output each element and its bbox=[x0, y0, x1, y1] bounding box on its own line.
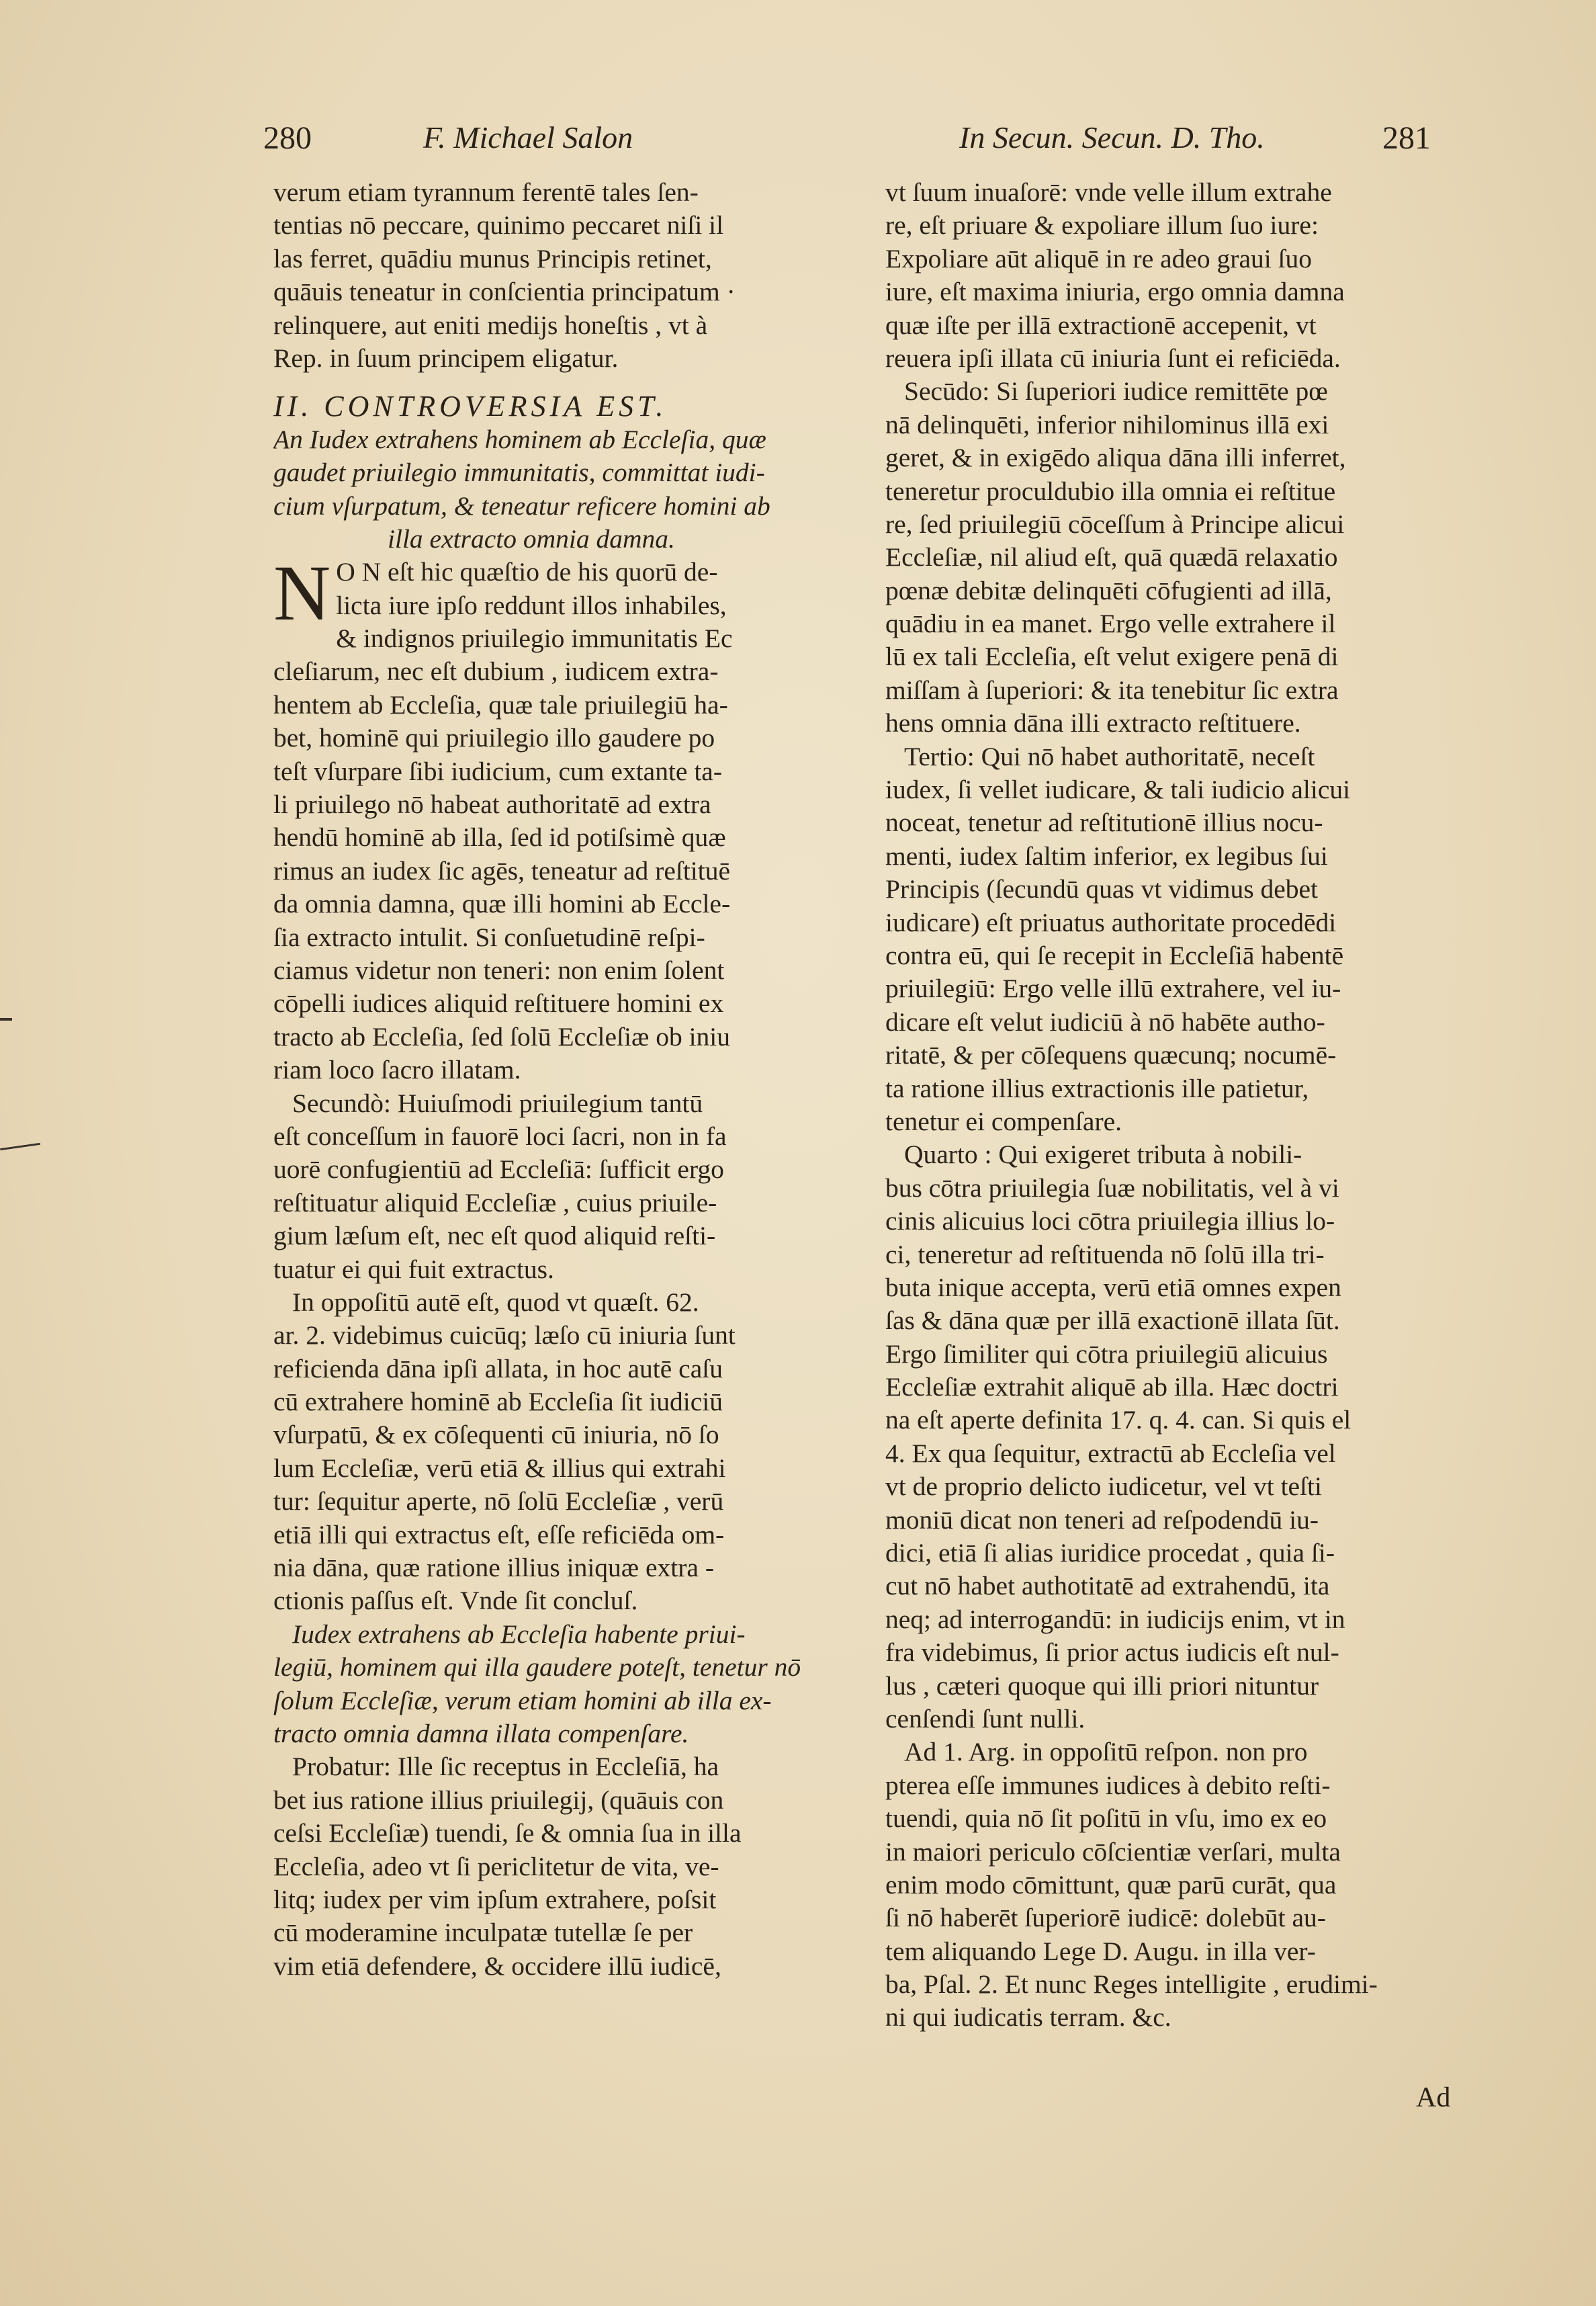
text-line: lus , cæteri quoque qui illi priori nituntur bbox=[885, 1670, 1319, 1701]
text-line: bet, hominē qui priuilegio illo gaudere po bbox=[273, 723, 715, 753]
text-line: O N eſt hic quæſtio de his quorū de- bbox=[336, 557, 718, 587]
text-line: pterea eſſe immunes iudices à debito reſti- bbox=[885, 1770, 1331, 1800]
text-line: iudicare) eſt priuatus authoritate procedēdi bbox=[885, 907, 1337, 937]
text-line: & indignos priuilegio immunitatis Ec bbox=[336, 624, 733, 654]
text-line: iure, eſt maxima iniuria, ergo omnia damna bbox=[885, 277, 1345, 307]
text-line: in maiori periculo cōſcientiæ verſari, multa bbox=[885, 1836, 1341, 1867]
text-line: tentias nō peccare, quinimo peccaret niſi il bbox=[273, 210, 724, 241]
text-line: cleſiarum, nec eſt dubium , iudicem extra- bbox=[273, 656, 719, 687]
text-line: hentem ab Eccleſia, quæ tale priuilegiū ha- bbox=[273, 689, 728, 720]
drop-cap-paragraph bbox=[273, 549, 846, 638]
italic-line: tracto omnia damna illata compenſare. bbox=[273, 1718, 689, 1748]
text-line: quāuis teneatur in conſcientia principatum · bbox=[273, 277, 736, 307]
text-line: Tertio: Qui nō habet authoritatē, neceſt bbox=[904, 741, 1315, 771]
text-line: vſurpatū, & ex cōſequenti cū iniuria, nō ſo bbox=[273, 1420, 719, 1450]
text-line: litq; iudex per vim ipſum extrahere, poſsit bbox=[273, 1884, 717, 1914]
text-line: cenſendi ſunt nulli. bbox=[885, 1703, 1085, 1734]
text-line: cinis alicuius loci cōtra priuilegia illius lo- bbox=[885, 1206, 1335, 1236]
text-line: verum etiam tyrannum ferentē tales ſen- bbox=[273, 177, 699, 207]
text-line: quādiu in ea manet. Ergo velle extrahere il bbox=[885, 609, 1336, 639]
text-line: hens omnia dāna illi extracto reſtituere. bbox=[885, 708, 1301, 738]
text-line: vt ſuum inuaſorē: vnde velle illum extrahe bbox=[885, 177, 1332, 207]
text-line: licta iure ipſo reddunt illos inhabiles, bbox=[336, 590, 727, 620]
text-line: menti, iudex ſaltim inferior, ex legibus ſui bbox=[885, 841, 1328, 871]
italic-line: Iudex extrahens ab Eccleſia habente priui- bbox=[292, 1619, 746, 1649]
text-line: quæ iſte per illā extractionē accepenit, vt bbox=[885, 310, 1317, 340]
text-line: eſt conceſſum in fauorē loci ſacri, non in fa bbox=[273, 1121, 727, 1151]
italic-line: An Iudex extrahens hominem ab Eccleſia, quæ bbox=[273, 424, 766, 454]
right-column bbox=[885, 176, 1458, 2035]
text-line: Ergo ſimiliter qui cōtra priuilegiū alicuius bbox=[885, 1338, 1328, 1369]
text-line: reuera ipſi illata cū iniuria ſunt ei reficiēda. bbox=[885, 343, 1341, 373]
text-line: Secundò: Huiuſmodi priuilegium tantū bbox=[292, 1088, 703, 1118]
margin-ink-mark bbox=[0, 1018, 12, 1021]
text-line: moniū dicat non teneri ad reſpodendū iu- bbox=[885, 1504, 1319, 1535]
text-line: miſſam à ſuperiori: & ita tenebitur ſic extra bbox=[885, 675, 1339, 705]
text-line: ni qui iudicatis terram. &c. bbox=[885, 2002, 1171, 2033]
text-line: 4. Ex qua ſequitur, extractū ab Eccleſia vel bbox=[885, 1438, 1336, 1468]
text-line: priuilegiū: Ergo velle illū extrahere, vel iu- bbox=[885, 974, 1341, 1004]
text-line: relinquere, aut eniti medijs honeſtis , vt à bbox=[273, 310, 708, 340]
text-line: ſia extracto intulit. Si conſuetudinē reſpi- bbox=[273, 922, 705, 952]
text-line: tuendi, quia nō ſit poſitū in vſu, imo ex eo bbox=[885, 1803, 1327, 1834]
text-line: pœnæ debitæ delinquēti cōfugienti ad illā, bbox=[885, 575, 1332, 605]
text-line: tenetur ei compenſare. bbox=[885, 1106, 1122, 1136]
text-line: tur: ſequitur aperte, nō ſolū Eccleſiæ , verū bbox=[273, 1486, 724, 1517]
left-column-intro bbox=[273, 176, 846, 556]
left-running-title: F. Michael Salon bbox=[423, 120, 633, 155]
italic-line: legiū, hominem qui illa gaudere poteſt, tenetur nō bbox=[273, 1652, 801, 1682]
text-line: reſtituatur aliquid Eccleſiæ , cuius priuile- bbox=[273, 1187, 717, 1218]
text-line: tem aliquando Lege D. Augu. in illa ver- bbox=[885, 1936, 1316, 1966]
text-line: li priuilego nō habeat authoritatē ad extra bbox=[273, 789, 711, 820]
text-line: ba, Pſal. 2. Et nunc Reges intelligite , erudimi- bbox=[885, 1969, 1378, 2000]
text-line: fra videbimus, ſi prior actus iudicis eſt nul- bbox=[885, 1637, 1339, 1668]
text-line: In oppoſitū autē eſt, quod vt quæſt. 62. bbox=[292, 1287, 699, 1317]
drop-cap-initial: N bbox=[273, 549, 331, 638]
text-line: nā delinquēti, inferior nihilominus illā exi bbox=[885, 409, 1329, 439]
section-heading: II. CONTROVERSIA EST. bbox=[273, 390, 668, 423]
text-line: enim modo cōmittunt, quæ parū curāt, qua bbox=[885, 1869, 1337, 1899]
text-line: Eccleſiæ, nil aliud eſt, quā quædā relaxatio bbox=[885, 542, 1338, 572]
text-line: las ferret, quādiu munus Principis retinet, bbox=[273, 243, 712, 273]
text-line: hendū hominē ab illa, ſed id potiſsimè quæ bbox=[273, 822, 726, 853]
text-line: ta ratione illius extractionis ille patietur, bbox=[885, 1073, 1309, 1103]
text-line: Expoliare aūt aliquē in re adeo graui ſuo bbox=[885, 243, 1313, 273]
text-line: vt de proprio delicto iudicetur, vel vt teſti bbox=[885, 1471, 1322, 1502]
text-line: gium læſum eſt, nec eſt quod aliquid reſti- bbox=[273, 1221, 716, 1251]
left-column-body bbox=[273, 622, 846, 1983]
text-line: tuatur ei qui fuit extractus. bbox=[273, 1254, 554, 1284]
text-line: nia dāna, quæ ratione illius iniquæ extra - bbox=[273, 1553, 714, 1583]
text-line: Secūdo: Si ſuperiori iudice remittēte pœ bbox=[904, 376, 1328, 407]
text-line: iudex, ſi vellet iudicare, & tali iudicio alicui bbox=[885, 775, 1351, 805]
text-line: lū ex tali Eccleſia, eſt velut exigere penā di bbox=[885, 642, 1339, 672]
text-line: noceat, tenetur ad reſtitutionē illius nocu- bbox=[885, 808, 1323, 838]
text-line: cut nō habet authotitatē ad extrahendū, ita bbox=[885, 1571, 1330, 1601]
text-line: ſi nō haberēt ſuperiorē iudicē: dolebūt au- bbox=[885, 1903, 1326, 1933]
right-running-title: In Secun. Secun. D. Tho. bbox=[959, 120, 1265, 155]
italic-line: illa extracto omnia damna. bbox=[388, 523, 675, 554]
italic-line: cium vſurpatum, & teneatur reficere homini ab bbox=[273, 490, 770, 521]
text-line: ctionis paſſus eſt. Vnde ſit concluſ. bbox=[273, 1586, 638, 1616]
text-line: neq; ad interrogandū: in iudicijs enim, vt in bbox=[885, 1604, 1345, 1634]
text-line: ritatē, & per cōſequens quæcunq; nocumē- bbox=[885, 1040, 1337, 1070]
text-line: na eſt aperte definita 17. q. 4. can. Si quis el bbox=[885, 1405, 1351, 1435]
text-line: dicare eſt velut iudiciū à nō habēte autho- bbox=[885, 1007, 1325, 1037]
text-line: buta inique accepta, verū etiā omnes expen bbox=[885, 1272, 1341, 1302]
text-line: cū extrahere hominē ab Eccleſia ſit iudiciū bbox=[273, 1387, 723, 1417]
text-line: etiā illi qui extractus eſt, eſſe reficiēda om- bbox=[273, 1519, 725, 1549]
italic-line: ſolum Eccleſiæ, verum etiam homini ab illa ex- bbox=[273, 1685, 772, 1715]
text-line: Rep. in ſuum principem eligatur. bbox=[273, 343, 619, 373]
line-gap bbox=[273, 375, 846, 390]
text-line: ar. 2. videbimus cuicūq; læſo cū iniuria ſunt bbox=[273, 1320, 736, 1351]
text-line: vim etiā defendere, & occidere illū iudicē, bbox=[273, 1951, 721, 1981]
text-line: lum Eccleſiæ, verū etiā & illius qui extrahi bbox=[273, 1453, 726, 1483]
right-page-number: 281 bbox=[1382, 120, 1431, 156]
text-line: da omnia damna, quæ illi homini ab Eccle- bbox=[273, 889, 731, 919]
text-line: rimus an iudex ſic agēs, teneatur ad reſtituē bbox=[273, 855, 731, 886]
text-line: Principis (ſecundū quas vt vidimus debet bbox=[885, 874, 1318, 904]
text-line: bet ius ratione illius priuilegij, (quāuis con bbox=[273, 1785, 724, 1815]
text-line: re, eſt priuare & expoliare illum ſuo iure: bbox=[885, 210, 1319, 241]
left-page-number: 280 bbox=[263, 120, 312, 156]
text-line: ceſsi Eccleſiæ) tuendi, ſe & omnia ſua in illa bbox=[273, 1818, 742, 1848]
text-line: geret, & in exigēdo aliqua dāna illi inferret, bbox=[885, 443, 1346, 473]
text-line: reficienda dāna ipſi allata, in hoc autē caſu bbox=[273, 1353, 723, 1383]
text-line: re, ſed priuilegiū cōceſſum à Principe alicui bbox=[885, 509, 1345, 539]
text-line: dici, etiā ſi alias iuridice procedat , quia ſi- bbox=[885, 1538, 1335, 1568]
text-line: ſas & dāna quæ per illā exactionē illata ſūt. bbox=[885, 1306, 1340, 1336]
text-line: ci, teneretur ad reſtituenda nō ſolū illa tri- bbox=[885, 1239, 1325, 1269]
text-line: tracto ab Eccleſia, ſed ſolū Eccleſiæ ob iniu bbox=[273, 1021, 731, 1052]
text-line: Eccleſiæ extrahit aliquē ab illa. Hæc doctri bbox=[885, 1372, 1339, 1402]
text-line: cū moderamine inculpatæ tutellæ ſe per bbox=[273, 1918, 693, 1948]
catchword: Ad bbox=[1416, 2082, 1451, 2113]
text-line: uorē confugientiū ad Eccleſiā: ſufficit ergo bbox=[273, 1154, 724, 1185]
text-line: Quarto : Qui exigeret tributa à nobili- bbox=[904, 1140, 1302, 1170]
text-line: teſt vſurpare ſibi iudicium, cum extante ta- bbox=[273, 756, 722, 786]
text-line: bus cōtra priuilegia ſuæ nobilitatis, vel à vi bbox=[885, 1172, 1339, 1203]
text-line: Eccleſia, adeo vt ſi periclitetur de vita, ve- bbox=[273, 1851, 719, 1881]
text-line: contra eū, qui ſe recepit in Eccleſiā habentē bbox=[885, 940, 1344, 970]
left-column bbox=[273, 176, 846, 1983]
text-line: riam loco ſacro illatam. bbox=[273, 1055, 521, 1085]
text-line: Probatur: Ille ſic receptus in Eccleſiā, ha bbox=[292, 1752, 719, 1782]
text-line: Ad 1. Arg. in oppoſitū reſpon. non pro bbox=[904, 1737, 1308, 1767]
italic-line: gaudet priuilegio immunitatis, committat iudi- bbox=[273, 458, 765, 488]
text-line: teneretur proculdubio illa omnia ei reſtitue bbox=[885, 476, 1336, 506]
text-line: ciamus videtur non teneri: non enim ſolent bbox=[273, 955, 725, 985]
text-line: cōpelli iudices aliquid reſtituere homini ex bbox=[273, 988, 724, 1019]
